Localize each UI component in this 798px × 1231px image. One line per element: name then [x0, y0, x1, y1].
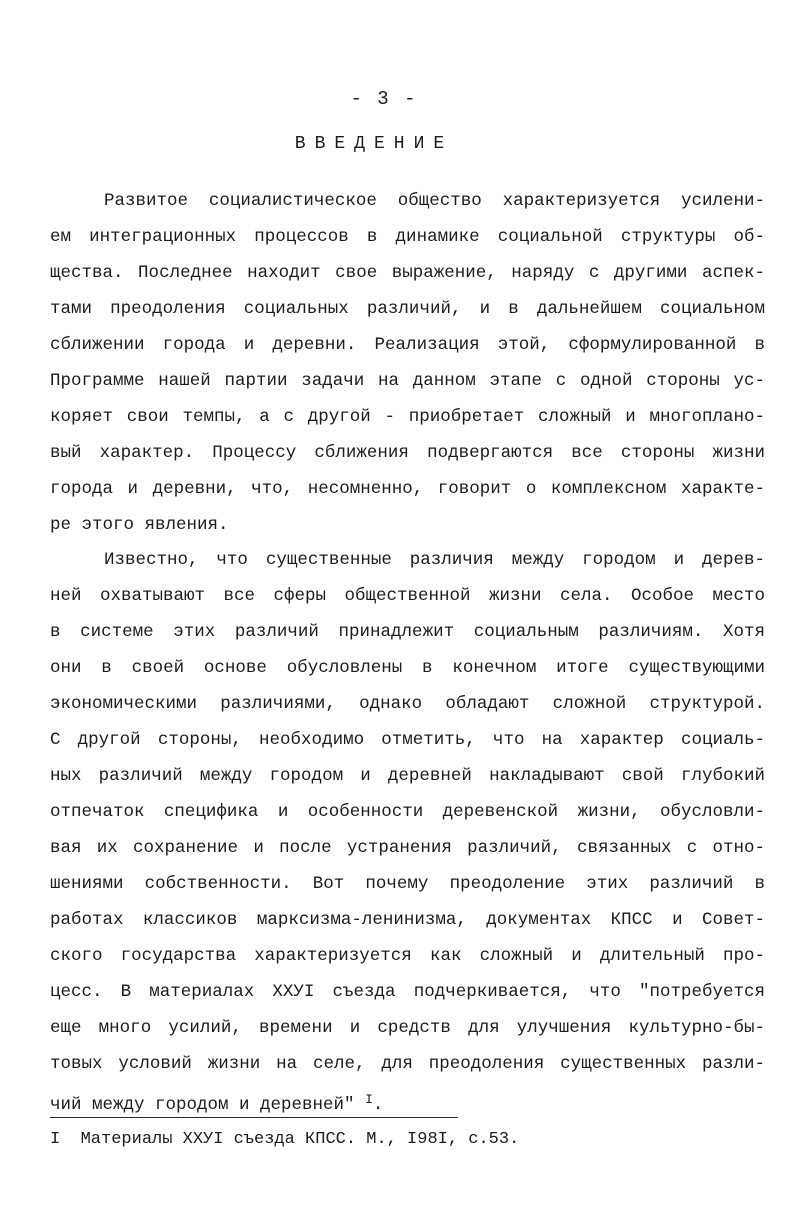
paragraph-line: Программе нашей партии задачи на данном этапе с одной стороны ус- — [50, 371, 765, 391]
paragraph-line: вая их сохранение и после устранения различий, связанных с отно- — [50, 838, 765, 858]
paragraph-line: ского государства характеризуется как сложный и длительный про- — [50, 946, 765, 966]
paragraph-line: ней охватывают все сферы общественной жизни села. Особое место — [50, 586, 765, 606]
paragraph-line: щества. Последнее находит свое выражение, наряду с другими аспек- — [50, 263, 765, 283]
paragraph-line: они в своей основе обусловлены в конечном итоге существующими — [50, 658, 765, 678]
paragraph-line: ре этого явления. — [50, 515, 229, 535]
paragraph-line: сближении города и деревни. Реализация этой, сформулированной в — [50, 335, 765, 355]
paragraph-line: шениями собственности. Вот почему преодоление этих различий в — [50, 874, 765, 894]
paragraph-line: Развитое социалистическое общество характеризуется усилени- — [104, 191, 765, 211]
paragraph-line: коряет свои темпы, а с другой - приобретает сложный и многоплано- — [50, 407, 765, 427]
paragraph-line: цесс. В материалах ХХУI съезда подчеркивается, что "потребуется — [50, 982, 765, 1002]
paragraph-line: тами преодоления социальных различий, и в дальнейшем социальном — [50, 299, 765, 319]
footnote: I Материалы ХХУI съезда КПСС. М., I98I, с.53. — [50, 1130, 520, 1149]
sentence-end: . — [372, 1095, 384, 1115]
paragraph-line: города и деревни, что, несомненно, говорит о комплексном характе- — [50, 479, 765, 499]
paragraph-line: работах классиков марксизма-ленинизма, документах КПСС и Совет- — [50, 910, 765, 930]
paragraph-line: ем интеграционных процессов в динамике социальной структуры об- — [50, 227, 765, 247]
paragraph-line: вый характер. Процессу сближения подвергаются все стороны жизни — [50, 443, 765, 463]
paragraph-line: экономическими различиями, однако обладают сложной структурой. — [50, 694, 765, 714]
paragraph-line: ных различий между городом и деревней накладывают свой глубокий — [50, 766, 765, 786]
page-title: ВВЕДЕНИЕ — [294, 134, 454, 154]
paragraph-line-text: чий между городом и деревней" — [50, 1095, 355, 1115]
paragraph-line: Известно, что существенные различия между городом и дерев- — [104, 550, 765, 570]
page-number: - 3 - — [350, 88, 418, 110]
paragraph-line: отпечаток специфика и особенности деревенской жизни, обусловли- — [50, 802, 765, 822]
paragraph-line: в системе этих различий принадлежит социальным различиям. Хотя — [50, 622, 765, 642]
paragraph-line: товых условий жизни на селе, для преодоления существенных разли- — [50, 1054, 765, 1074]
footnote-reference: I — [365, 1092, 373, 1107]
paragraph-line: еще много усилий, времени и средств для улучшения культурно-бы- — [50, 1018, 765, 1038]
footnote-divider — [50, 1117, 458, 1118]
paragraph-line: С другой стороны, необходимо отметить, что на характер социаль- — [50, 730, 765, 750]
paragraph-line-last — [50, 1088, 765, 1117]
